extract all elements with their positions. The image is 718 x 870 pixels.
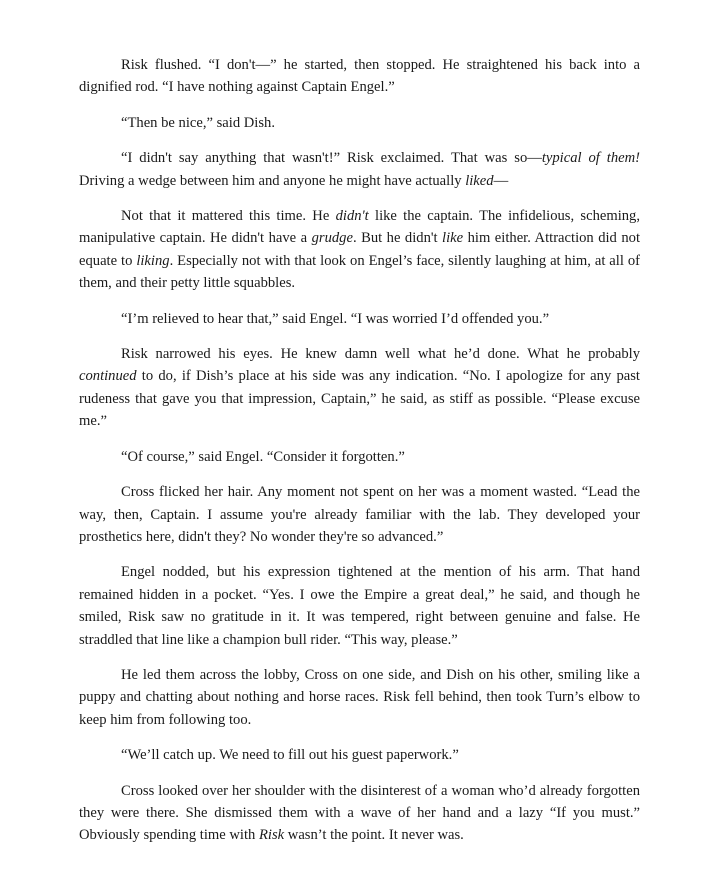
text-run: wasn’t the point. It never was. (284, 827, 464, 844)
text-run: “We’ll catch up. We need to fill out his guest paperwork.” (121, 747, 459, 764)
paragraph (79, 446, 640, 468)
italic-text: typical of them! (541, 150, 641, 167)
text-run: . But he didn't (352, 230, 443, 247)
paragraph (79, 147, 640, 192)
text-run: Cross looked over her shoulder with the disinterest of a woman who’d already forgotten they were there. She dismissed them with a wave of her hand and a lazy “If you must.” Obviously spending time with (79, 782, 640, 844)
italic-text: liking (136, 252, 170, 269)
italic-text: Risk (259, 827, 285, 844)
italic-text: liked (465, 172, 494, 189)
italic-text: like (442, 230, 464, 247)
text-run: Risk flushed. “I don't—” he started, then stopped. He straightened his back into a dignified rod. “I have nothing against Captain Engel.” (79, 57, 640, 96)
italic-text: continued (79, 368, 137, 385)
paragraph (79, 112, 640, 134)
text-run: like the captain. The infidelious, scheming, manipulative captain. He didn't have a (79, 208, 640, 247)
italic-text: grudge (311, 230, 353, 247)
italic-text: didn't (335, 208, 369, 225)
paragraph (79, 343, 640, 433)
paragraph (79, 744, 640, 766)
text-run: Not that it mattered this time. He (121, 208, 336, 225)
paragraph (79, 481, 640, 548)
text-run: to do, if Dish’s place at his side was any indication. “No. I apologize for any past rudeness that gave you that impression, Captain,” he said, as stiff as possible. “Please excuse me.” (79, 368, 640, 430)
text-run: — (493, 172, 509, 189)
text-run: him either. Attraction did not equate to (79, 230, 640, 269)
paragraph (79, 780, 640, 847)
text-run: Cross flicked her hair. Any moment not spent on her was a moment wasted. “Lead the way, then, Captain. I assume you're already familiar with the lab. They developed your prosthetics here, didn't they? No wonder they're so advanced.” (79, 484, 640, 545)
paragraph (79, 308, 640, 330)
text-run: He led them across the lobby, Cross on one side, and Dish on his other, smiling like a puppy and chatting about nothing and horse races. Risk fell behind, then took Turn’s elbow to keep him from following too. (79, 666, 640, 728)
text-run: Driving a wedge between him and anyone he might have actually (79, 172, 466, 189)
paragraph (79, 561, 640, 651)
text-run: Engel nodded, but his expression tightened at the mention of his arm. That hand remained hidden in a pocket. “Yes. I owe the Empire a great deal,” he said, and though he smiled, Risk saw no gratitude in it. It was tempered, right between genuine and false. He straddled that line like a champion bull rider. “This way, please.” (79, 564, 640, 648)
body-text (79, 54, 640, 847)
paragraph (79, 664, 640, 731)
text-run: Risk narrowed his eyes. He knew damn well what he’d done. What he probably (121, 346, 640, 363)
text-run: “Then be nice,” said Dish. (121, 114, 275, 131)
text-run: . Especially not with that look on Engel’s face, silently laughing at him, at all of them, and their petty little squabbles. (79, 252, 640, 292)
text-run: “Of course,” said Engel. “Consider it forgotten.” (121, 448, 405, 465)
text-run: “I’m relieved to hear that,” said Engel. “I was worried I’d offended you.” (121, 310, 550, 327)
paragraph (79, 205, 640, 295)
text-run: “I didn't say anything that wasn't!” Risk exclaimed. That was so— (121, 150, 542, 167)
paragraph (79, 54, 640, 99)
